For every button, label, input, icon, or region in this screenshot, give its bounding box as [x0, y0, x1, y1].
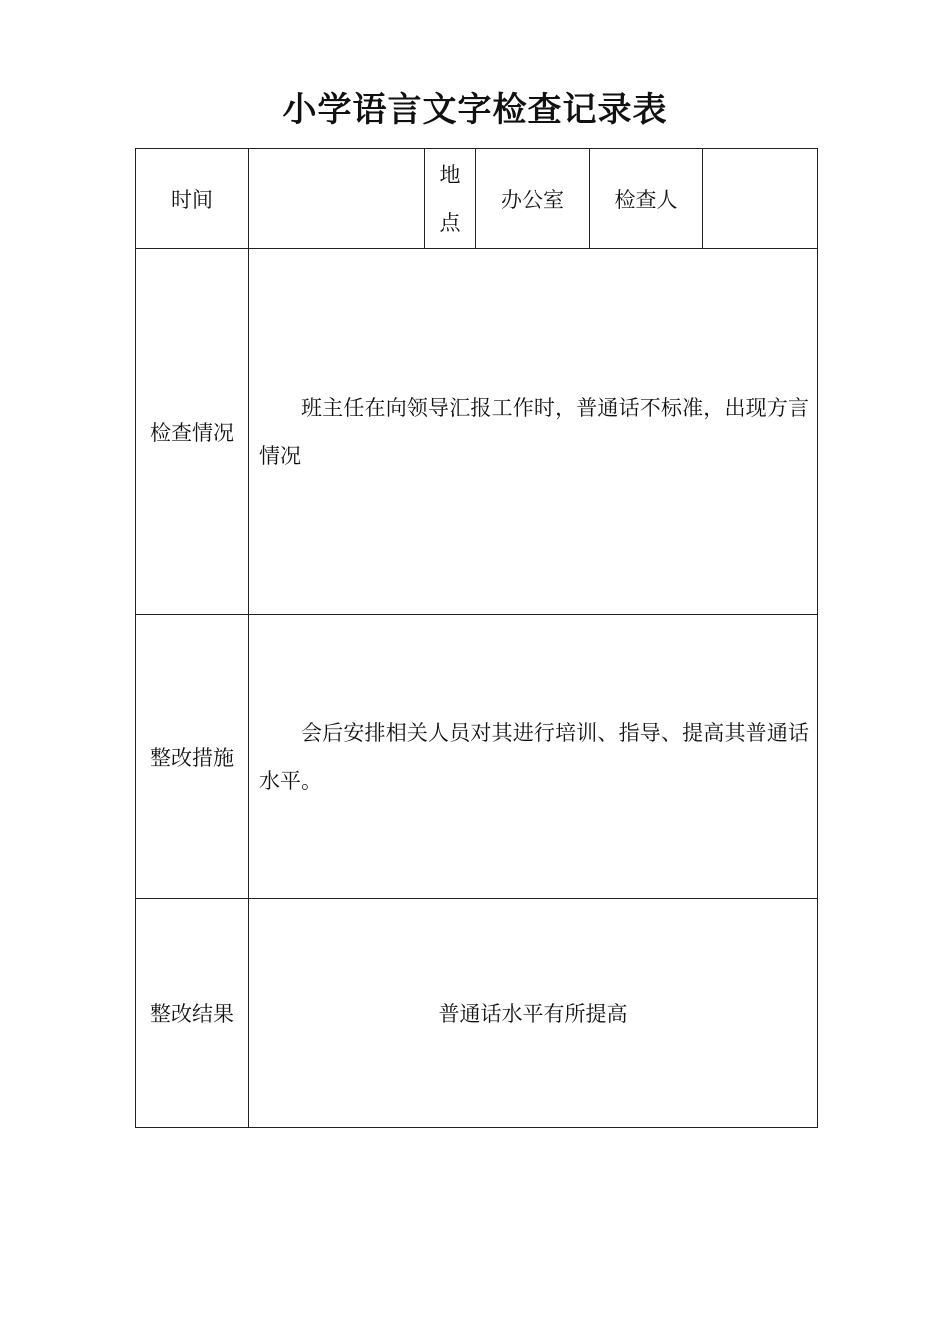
location-label-line1: 地	[439, 162, 461, 187]
location-label	[425, 149, 476, 249]
inspector-label: 检查人	[590, 149, 703, 249]
check-label: 检查情况	[136, 249, 249, 615]
table-row	[136, 899, 818, 1128]
location-label-line2: 点	[439, 210, 461, 235]
location-value: 办公室	[476, 149, 590, 249]
table-row	[136, 249, 818, 615]
fix-content-cell	[249, 615, 818, 899]
page-title: 小学语言文字检查记录表	[282, 90, 668, 130]
result-content: 普通话水平有所提高	[249, 899, 818, 1128]
result-label: 整改结果	[136, 899, 249, 1128]
table-row	[136, 149, 818, 249]
time-label: 时间	[136, 149, 249, 249]
fix-content: 会后安排相关人员对其进行培训、指导、提高其普通话水平。	[259, 720, 809, 793]
time-value	[249, 149, 425, 249]
inspector-value	[703, 149, 818, 249]
inspection-record-table	[135, 148, 818, 1128]
check-content-cell	[249, 249, 818, 615]
table-row	[136, 615, 818, 899]
fix-label: 整改措施	[136, 615, 249, 899]
check-content: 班主任在向领导汇报工作时，普通话不标准，出现方言情况	[259, 395, 809, 468]
